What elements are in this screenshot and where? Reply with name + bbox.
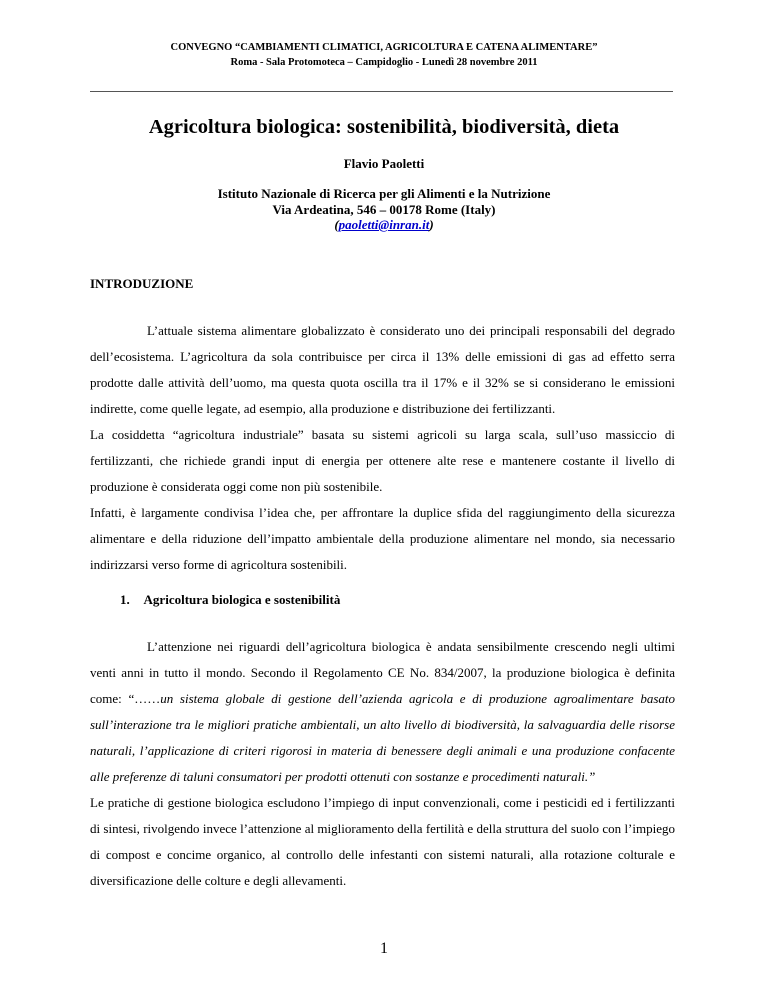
section-1-paragraph-1 — [90, 634, 675, 790]
running-header — [0, 40, 768, 70]
section-1-paragraph-1-text: L’attenzione nei riguardi dell’agricoltura biologica è andata sensibilmente crescendo negli ultimi venti anni in tutto il mondo. Secondo il Regolamento CE No. 834/2007, la produzione biologica è definita come: “…… — [90, 639, 675, 706]
email-link[interactable]: paoletti@inran.it — [338, 217, 430, 232]
affiliation-block — [0, 186, 768, 233]
affiliation-address: Via Ardeatina, 546 – 00178 Rome (Italy) — [272, 201, 496, 217]
section-1-paragraph-2: Le pratiche di gestione biologica escludono l’impiego di input convenzionali, come i pesticidi ed i fertilizzanti di sintesi, rivolgendo invece l’attenzione al miglioramento della fertilità e della struttura del suolo con l’impiego di compost e concime organico, al controllo delle infestanti con sistemi naturali, alla rotazione colturale e diversificazione delle colture e degli allevamenti. — [90, 795, 675, 888]
introduction-paragraph-2: La cosiddetta “agricoltura industriale” basata su sistemi agricoli su larga scala, sull’uso massiccio di fertilizzanti, che richiede grandi input di energia per ottenere alte rese e mantenere costante il livello di produzione è considerata oggi come non più sostenibile. — [90, 427, 675, 494]
section-1-number: 1. — [120, 592, 130, 607]
email-close-paren: ) — [429, 217, 434, 232]
affiliation-email-line — [0, 217, 768, 233]
introduction-heading: INTRODUZIONE — [90, 276, 194, 291]
affiliation-institute: Istituto Nazionale di Ricerca per gli Alimenti e la Nutrizione — [217, 186, 551, 201]
header-line-1: CONVEGNO “CAMBIAMENTI CLIMATICI, AGRICOLTURA E CATENA ALIMENTARE” — [170, 42, 598, 53]
introduction-body — [90, 318, 675, 578]
email-open-paren: ( — [334, 217, 339, 232]
section-1-title: Agricoltura biologica e sostenibilità — [143, 592, 341, 607]
regulation-quote: un sistema globale di gestione dell’azienda agricola e di produzione agroalimentare basato sull’interazione tra le migliori pratiche ambientali, un alto livello di biodiversità, la salvaguardia delle risorse naturali, l’applicazione di criteri rigorosi in materia di benessere degli animali e una produzione confacente alle preferenze di taluni consumatori per prodotti ottenuti con sostanze e procedimenti naturali.” — [90, 691, 675, 784]
header-line-2: Roma - Sala Protomoteca – Campidoglio - Lunedì 28 novembre 2011 — [230, 57, 538, 68]
page-number: 1 — [380, 940, 388, 957]
section-1-heading — [120, 592, 340, 608]
header-divider — [90, 91, 673, 92]
introduction-paragraph-1: L’attuale sistema alimentare globalizzato è considerato uno dei principali responsabili del degrado dell’ecosistema. L’agricoltura da sola contribuisce per circa il 13% delle emissioni di gas ad effetto serra prodotte dalle attività dell’uomo, ma questa quota oscilla tra il 17% e il 32% se si considerano le emissioni indirette, come quelle legate, ad esempio, alla produzione e distribuzione dei fertilizzanti. — [90, 323, 675, 416]
section-1-body — [90, 634, 675, 894]
introduction-paragraph-3: Infatti, è largamente condivisa l’idea che, per affrontare la duplice sfida del raggiungimento della sicurezza alimentare e della riduzione dell’impatto ambientale della produzione alimentare nel mondo, sia necessario indirizzarsi verso forme di agricoltura sostenibili. — [90, 505, 675, 572]
paper-title: Agricoltura biologica: sostenibilità, biodiversità, dieta — [148, 116, 620, 138]
author-name: Flavio Paoletti — [343, 156, 425, 171]
